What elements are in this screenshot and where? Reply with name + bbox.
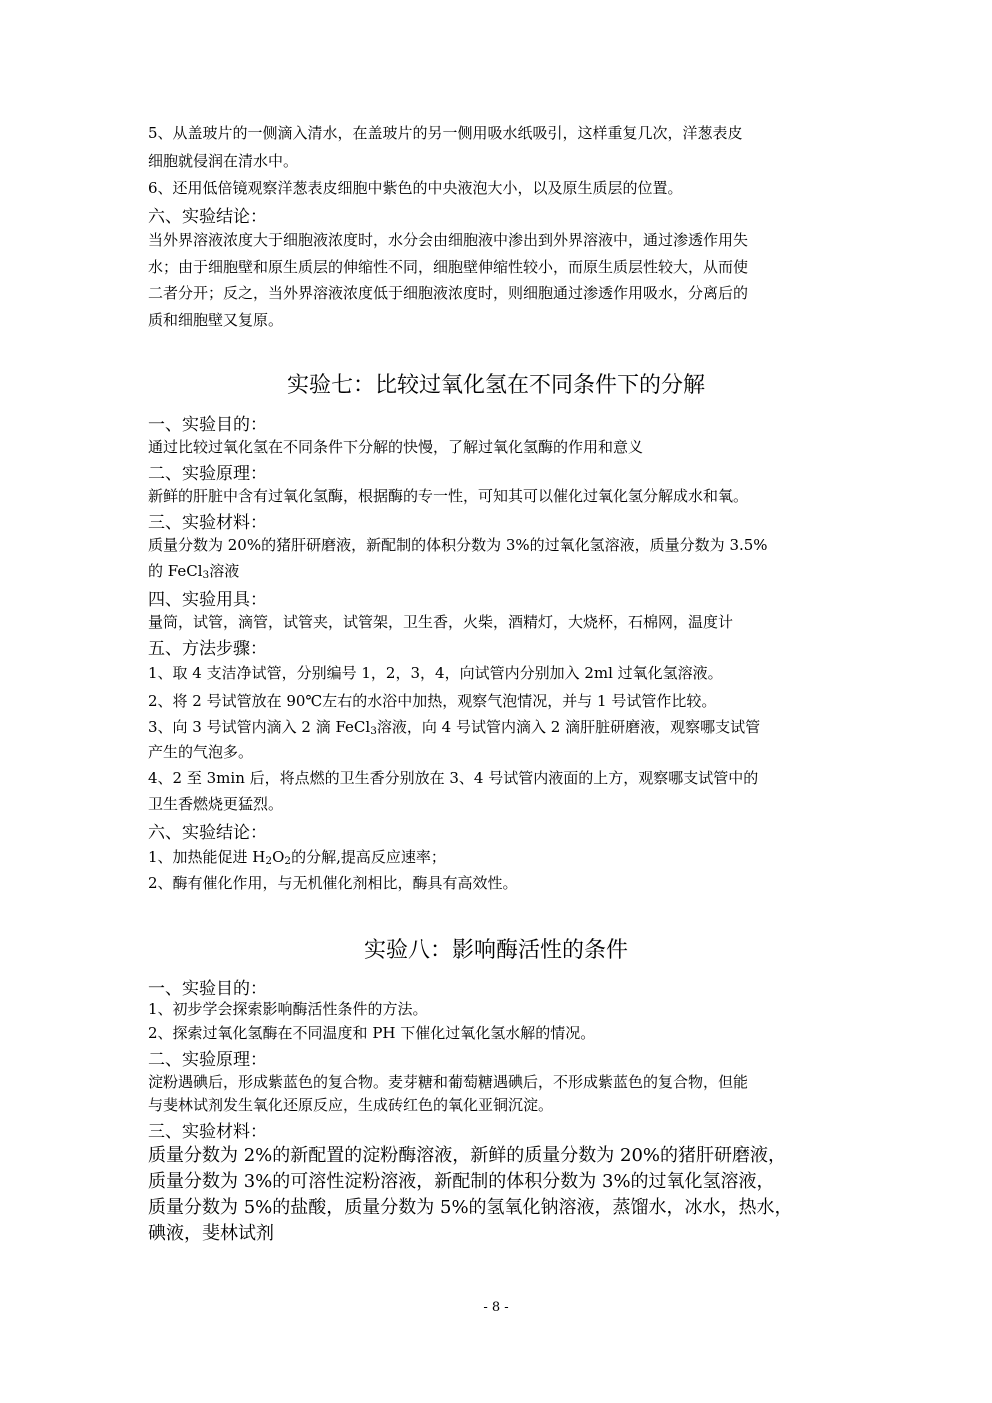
experiment-title: 实验八：影响酶活性的条件 <box>363 938 628 963</box>
paragraph-line: 质量分数为 5%的盐酸，质量分数为 5%的氢氧化钠溶液，蒸馏水，冰水，热水， <box>148 1197 793 1218</box>
text-run: 的 FeCl <box>148 562 203 580</box>
section-heading: 二、实验原理： <box>148 464 267 484</box>
text-run: 3、向 3 号试管内滴入 2 滴 FeCl <box>148 718 371 736</box>
step-text: 细胞就侵润在清水中。 <box>148 152 299 170</box>
section-heading: 三、实验材料： <box>148 513 267 533</box>
subscript: 3 <box>202 569 210 582</box>
section-heading: 六、实验结论： <box>148 207 267 227</box>
page-number: - 8 - <box>483 1300 509 1315</box>
paragraph-line: 质和细胞壁又复原。 <box>148 311 284 329</box>
paragraph-line: 与斐林试剂发生氧化还原反应，生成砖红色的氧化亚铜沉淀。 <box>148 1096 554 1114</box>
paragraph-line: 质量分数为 20%的猪肝研磨液，新配制的体积分数为 3%的过氧化氢溶液，质量分数为 3.5% <box>148 536 768 554</box>
subscript: 3 <box>370 725 377 738</box>
step-text: 4、2 至 3min 后，将点燃的卫生香分别放在 3、4 号试管内液面的上方，观察哪支试管中的 <box>148 769 759 787</box>
paragraph-line: 水；由于细胞壁和原生质层的伸缩性不同，细胞壁伸缩性较小，而原生质层性较大，从而使 <box>148 258 749 276</box>
paragraph-line: 淀粉遇碘后，形成紫蓝色的复合物。麦芽糖和葡萄糖遇碘后，不形成紫蓝色的复合物，但能 <box>148 1073 749 1091</box>
paragraph-line: 2、探索过氧化氢酶在不同温度和 PH 下催化过氧化氢水解的情况。 <box>148 1024 596 1042</box>
step-text <box>148 716 760 737</box>
paragraph-line: 量筒，试管，滴管，试管夹，试管架，卫生香，火柴，酒精灯，大烧杯，石棉网，温度计 <box>148 613 734 631</box>
experiment-title: 实验七：比较过氧化氢在不同条件下的分解 <box>286 373 705 398</box>
paragraph-line: 碘液，斐林试剂 <box>148 1223 274 1244</box>
step-text: 2、将 2 号试管放在 90℃左右的水浴中加热，观察气泡情况，并与 1 号试管作比较。 <box>148 692 717 710</box>
step-text: 6、还用低倍镜观察洋葱表皮细胞中紫色的中央液泡大小，以及原生质层的位置。 <box>148 179 683 197</box>
paragraph-line <box>148 846 446 867</box>
step-text: 5、从盖玻片的一侧滴入清水，在盖玻片的另一侧用吸水纸吸引，这样重复几次，洋葱表皮 <box>148 124 743 142</box>
section-heading: 六、实验结论： <box>148 823 267 843</box>
paragraph-line: 二者分开；反之，当外界溶液浓度低于细胞液浓度时，则细胞通过渗透作用吸水，分离后的 <box>148 284 749 302</box>
step-text: 1、取 4 支洁净试管，分别编号 1，2，3，4，向试管内分别加入 2ml 过氧化氢溶液。 <box>148 664 723 682</box>
section-heading: 四、实验用具： <box>148 590 267 610</box>
step-text: 产生的气泡多。 <box>148 743 254 761</box>
paragraph-line: 通过比较过氧化氢在不同条件下分解的快慢，了解过氧化氢酶的作用和意义 <box>148 438 644 456</box>
text-run: 溶液，向 4 号试管内滴入 2 滴肝脏研磨液，观察哪支试管 <box>376 718 761 736</box>
section-heading: 二、实验原理： <box>148 1050 267 1070</box>
text-run: 的分解,提高反应速率； <box>291 848 446 866</box>
section-heading: 三、实验材料： <box>148 1122 267 1142</box>
text-run: 1、加热能促进 H <box>148 848 266 866</box>
section-heading: 五、方法步骤： <box>148 639 267 659</box>
subscript: 2 <box>265 855 273 868</box>
paragraph-line: 质量分数为 3%的可溶性淀粉溶液，新配制的体积分数为 3%的过氧化氢溶液， <box>148 1171 775 1192</box>
text-run: 溶液 <box>209 562 240 580</box>
subscript: 2 <box>284 855 292 868</box>
paragraph-line: 新鲜的肝脏中含有过氧化氢酶，根据酶的专一性，可知其可以催化过氧化氢分解成水和氧。 <box>148 487 749 505</box>
paragraph-line: 2、酶有催化作用，与无机催化剂相比，酶具有高效性。 <box>148 874 518 892</box>
paragraph-line: 当外界溶液浓度大于细胞液浓度时，水分会由细胞液中渗出到外界溶液中，通过渗透作用失 <box>148 231 749 249</box>
section-heading: 一、实验目的： <box>148 979 267 999</box>
paragraph-line <box>148 560 239 581</box>
paragraph-line: 质量分数为 2%的新配置的淀粉酶溶液，新鲜的质量分数为 20%的猪肝研磨液， <box>148 1145 787 1166</box>
paragraph-line: 1、初步学会探索影响酶活性条件的方法。 <box>148 1000 428 1018</box>
step-text: 卫生香燃烧更猛烈。 <box>148 795 284 813</box>
text-run: O <box>272 848 285 866</box>
section-heading: 一、实验目的： <box>148 415 267 435</box>
